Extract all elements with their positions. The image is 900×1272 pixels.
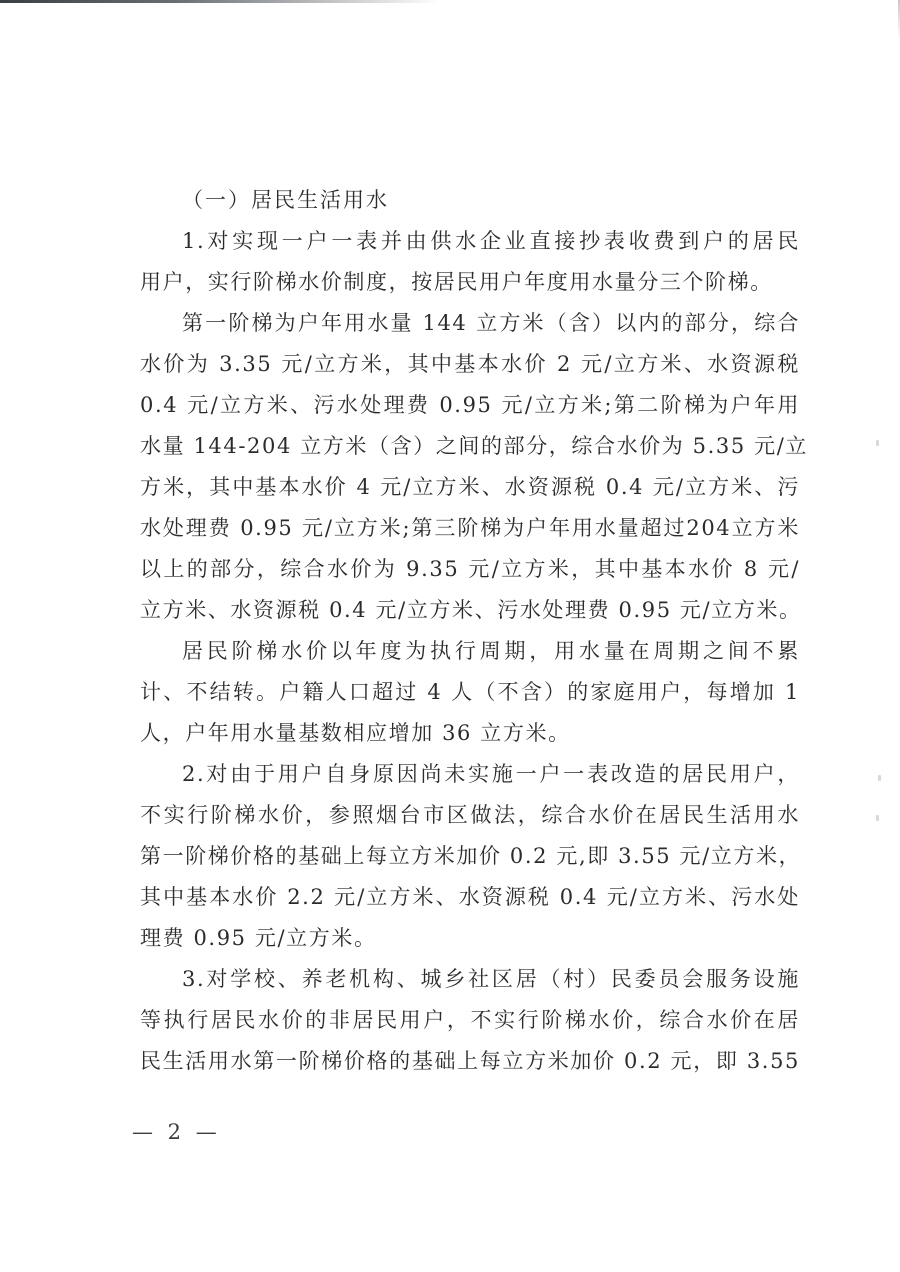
scan-speck xyxy=(876,815,879,821)
paragraph-line: 计、不结转。户籍人口超过 4 人（不含）的家庭用户，每增加 1 xyxy=(140,680,800,704)
paragraph-line: 水处理费 0.95 元/立方米;第三阶梯为户年用水量超过204立方米 xyxy=(140,516,800,540)
paragraph-line: 第一阶梯价格的基础上每立方米加价 0.2 元,即 3.55 元/立方米， xyxy=(140,844,802,868)
paragraph-line: 水量 144-204 立方米（含）之间的部分，综合水价为 5.35 元/立 xyxy=(140,434,808,458)
paragraph-line: 0.4 元/立方米、污水处理费 0.95 元/立方米;第二阶梯为户年用 xyxy=(140,393,800,417)
paragraph-line: 其中基本水价 2.2 元/立方米、水资源税 0.4 元/立方米、污水处 xyxy=(140,885,800,909)
paragraph-line: 方米，其中基本水价 4 元/立方米、水资源税 0.4 元/立方米、污 xyxy=(140,475,800,499)
scan-speck xyxy=(878,775,881,781)
page-number: — 2 — xyxy=(132,1120,221,1144)
scan-speck xyxy=(876,440,879,446)
paragraph-line: 2.对由于用户自身原因尚未实施一户一表改造的居民用户， xyxy=(182,762,800,786)
paragraph-line: 民生活用水第一阶梯价格的基础上每立方米加价 0.2 元，即 3.55 xyxy=(140,1049,800,1073)
paragraph-line: 等执行居民水价的非居民用户，不实行阶梯水价，综合水价在居 xyxy=(140,1008,800,1032)
paragraph-line: 理费 0.95 元/立方米。 xyxy=(140,926,377,950)
paragraph-line: 3.对学校、养老机构、城乡社区居（村）民委员会服务设施 xyxy=(182,967,800,991)
paragraph-line: 1.对实现一户一表并由供水企业直接抄表收费到户的居民 xyxy=(182,229,800,253)
paragraph-line: 以上的部分，综合水价为 9.35 元/立方米，其中基本水价 8 元/ xyxy=(140,557,800,581)
paragraph-line: 用户，实行阶梯水价制度，按居民用户年度用水量分三个阶梯。 xyxy=(140,270,773,294)
scan-shadow-edge xyxy=(0,0,440,3)
paragraph-line: 立方米、水资源税 0.4 元/立方米、污水处理费 0.95 元/立方米。 xyxy=(140,598,802,622)
section-heading: （一）居民生活用水 xyxy=(182,188,389,212)
paragraph-line: 人，户年用水量基数相应增加 36 立方米。 xyxy=(140,721,571,745)
paragraph-line: 第一阶梯为户年用水量 144 立方米（含）以内的部分，综合 xyxy=(182,311,800,335)
paragraph-line: 不实行阶梯水价，参照烟台市区做法，综合水价在居民生活用水 xyxy=(140,803,800,827)
paragraph-line: 水价为 3.35 元/立方米，其中基本水价 2 元/立方米、水资源税 xyxy=(140,352,800,376)
paragraph-line: 居民阶梯水价以年度为执行周期，用水量在周期之间不累 xyxy=(182,639,800,663)
